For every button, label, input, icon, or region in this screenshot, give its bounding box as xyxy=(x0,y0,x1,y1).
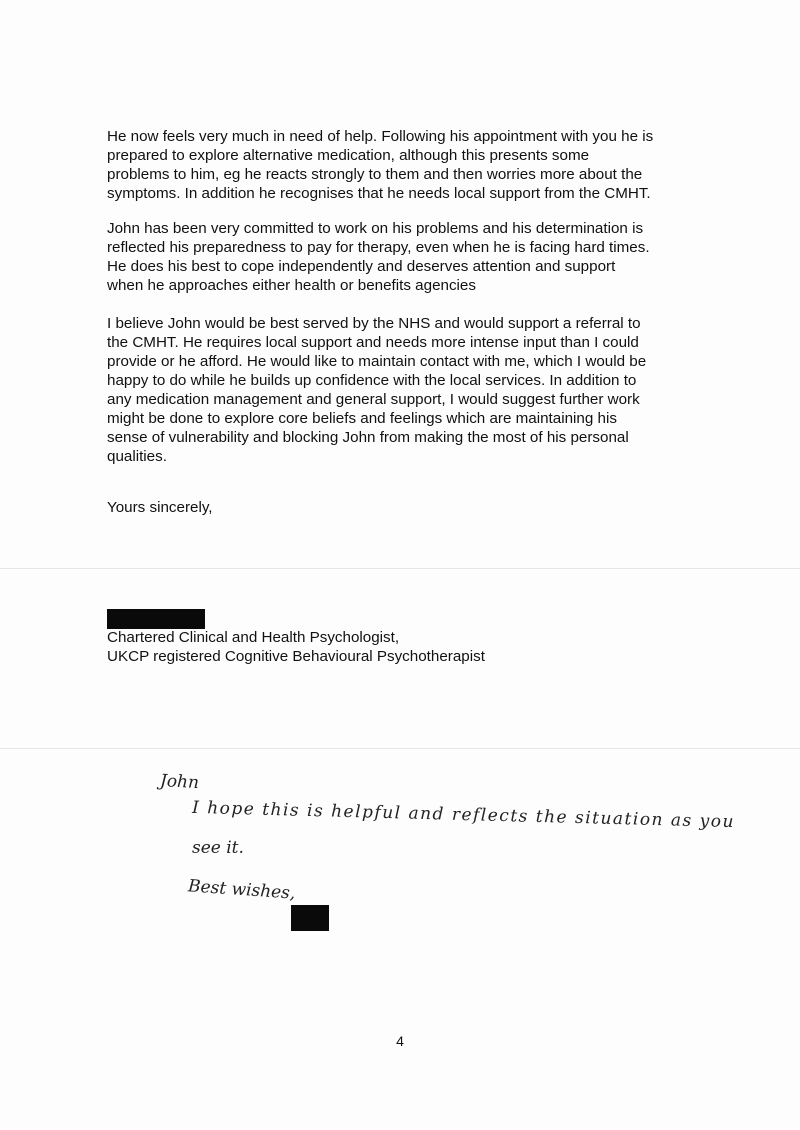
text-line: might be done to explore core beliefs and feelings which are maintaining his xyxy=(107,410,617,427)
scan-artifact xyxy=(0,568,800,569)
handwritten-salutation: John xyxy=(159,770,200,794)
paragraph-help-needed xyxy=(107,127,699,203)
scan-artifact xyxy=(0,748,800,749)
handwritten-sign-off: Best wishes, xyxy=(187,876,296,904)
redacted-name xyxy=(107,609,205,629)
text-line: sense of vulnerability and blocking John from making the most of his personal xyxy=(107,429,629,446)
page-number: 4 xyxy=(396,1033,404,1049)
text-line: prepared to explore alternative medication, although this presents some xyxy=(107,147,590,164)
text-line: I believe John would be best served by the NHS and would support a referral to xyxy=(107,315,641,332)
text-line: provide or he afford. He would like to maintain contact with me, which I would be xyxy=(107,353,647,370)
handwritten-line: see it. xyxy=(192,838,244,858)
text-line: reflected his preparedness to pay for therapy, even when he is facing hard times. xyxy=(107,239,650,256)
text-line: He now feels very much in need of help. Following his appointment with you he is xyxy=(107,128,654,145)
text-line: He does his best to cope independently and deserves attention and support xyxy=(107,258,616,275)
text-line: symptoms. In addition he recognises that he needs local support from the CMHT. xyxy=(107,185,651,202)
text-line: John has been very committed to work on his problems and his determination is xyxy=(107,220,644,237)
signature-title-line: Chartered Clinical and Health Psychologist, xyxy=(107,629,400,646)
text-line: the CMHT. He requires local support and needs more intense input than I could xyxy=(107,334,639,351)
text-line: happy to do while he builds up confidence with the local services. In addition to xyxy=(107,372,637,389)
redacted-handwritten-signature xyxy=(291,905,329,931)
text-line: when he approaches either health or benefits agencies xyxy=(107,277,476,294)
signature-title-line: UKCP registered Cognitive Behavioural Psychotherapist xyxy=(107,648,485,665)
text-line: qualities. xyxy=(107,448,167,465)
paragraph-commitment xyxy=(107,219,699,295)
text-line: problems to him, eg he reacts strongly to them and then worries more about the xyxy=(107,166,643,183)
signature-titles xyxy=(107,628,485,666)
handwritten-line: I hope this is helpful and reflects the situation as you xyxy=(191,797,736,833)
text-line: any medication management and general support, I would suggest further work xyxy=(107,391,640,408)
closing: Yours sincerely, xyxy=(107,499,213,516)
paragraph-recommendation xyxy=(107,314,699,466)
